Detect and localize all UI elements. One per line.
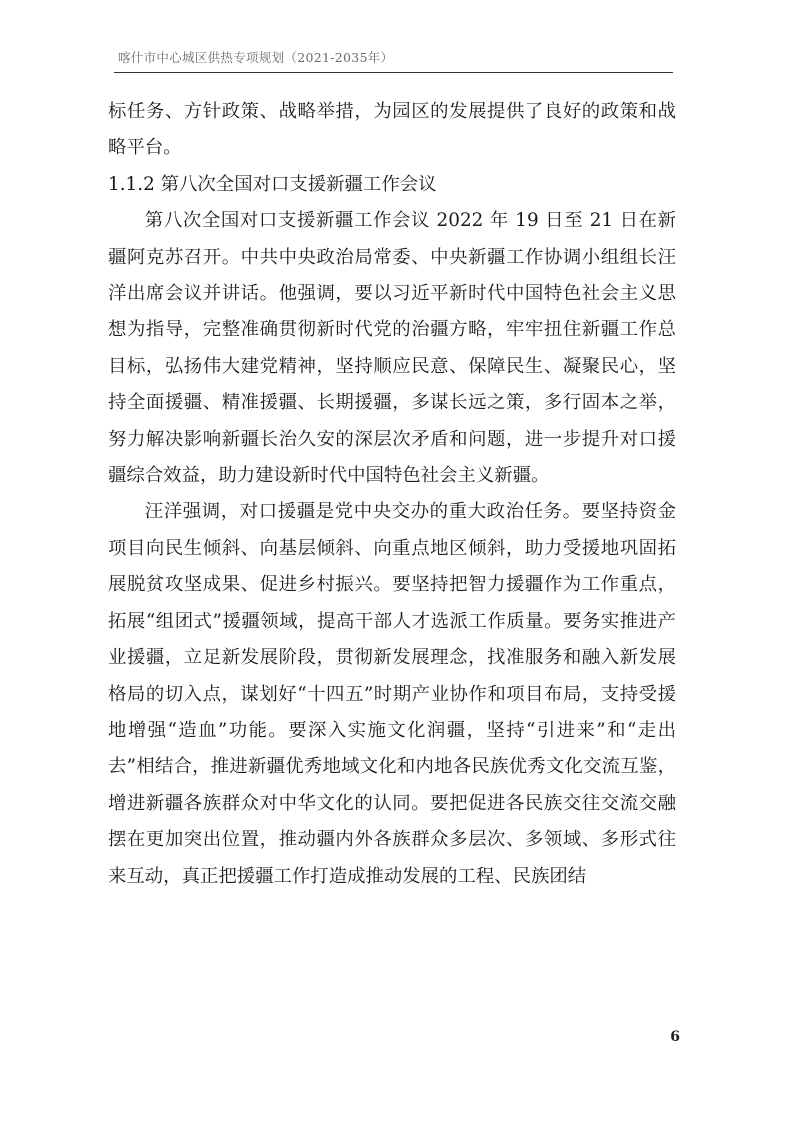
section-heading: 1.1.2 第八次全国对口支援新疆工作会议 — [108, 173, 437, 195]
paragraph-wangyang: 汪洋强调，对口援疆是党中央交办的重大政治任务。要坚持资金项目向民生倾斜、向基层倾斜、向重点地区倾斜，助力受援地巩固拓展脱贫攻坚成果、促进乡村振兴。要坚持把智力援疆作为工作重点，拓展“组团式”援疆领域，提高干部人才选派工作质量。要务实推进产业援疆，立足新发展阶段，贯彻新发展理念，找准服务和融入新发展格局的切入点，谋划好“十四五”时期产业协作和项目布局，支持受援地增强“造血”功能。要深入实施文化润疆，坚持“引进来”和“走出去”相结合，推进新疆优秀地域文化和内地各民族优秀文化交流互鉴，增进新疆各族群众对中华文化的认同。要把促进各民族交往交流交融摆在更加突出位置，推动疆内外各族群众多层次、多领域、多形式往来互动，真正把援疆工作打造成推动发展的工程、民族团结 — [108, 501, 676, 887]
paragraph-continuation: 标任务、方针政策、战略举措，为园区的发展提供了良好的政策和战略平台。 — [108, 101, 676, 159]
document-body — [108, 94, 676, 895]
header-divider — [114, 72, 673, 73]
paragraph-conference: 第八次全国对口支援新疆工作会议 2022 年 19 日至 21 日在新疆阿克苏召开。中共中央政治局常委、中央新疆工作协调小组组长汪洋出席会议并讲话。他强调，要以习近平新时代中国特色社会主义思想为指导，完整准确贯彻新时代党的治疆方略，牢牢扭住新疆工作总目标，弘扬伟大建党精神，坚持顺应民意、保障民生、凝聚民心，坚持全面援疆、精准援疆、长期援疆，多谋长远之策，多行固本之举，努力解决影响新疆长治久安的深层次矛盾和问题，进一步提升对口援疆综合效益，助力建设新时代中国特色社会主义新疆。 — [108, 210, 676, 487]
running-header: 喀什市中心城区供热专项规划（2021-2035年） — [118, 50, 394, 65]
page-number: 6 — [670, 1029, 680, 1045]
